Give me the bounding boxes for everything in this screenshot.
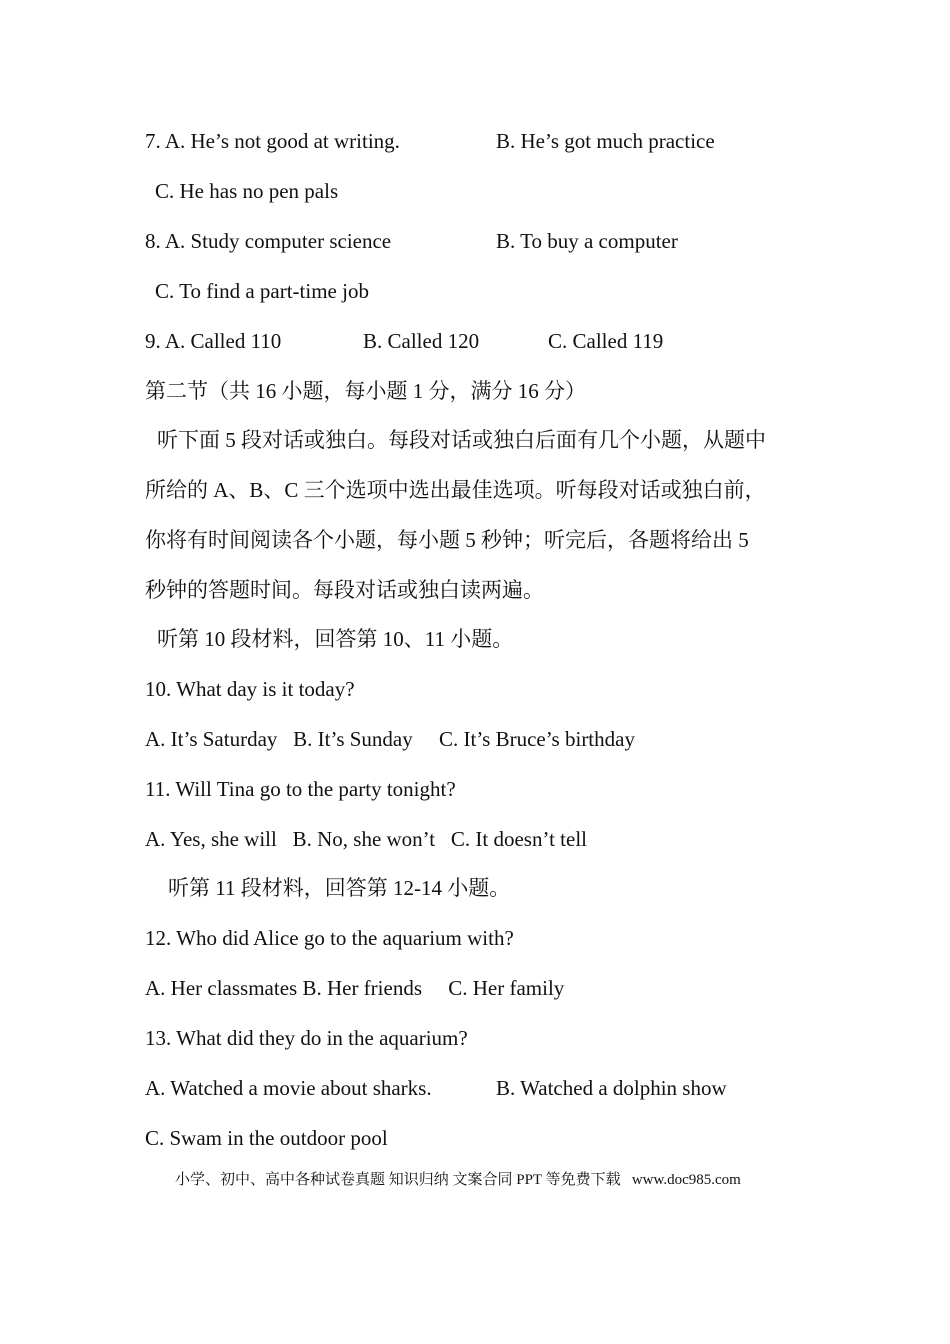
q8-option-b: B. To buy a computer bbox=[496, 229, 678, 253]
material-11-intro: 听第 11 段材料，回答第 12-14 小题。 bbox=[168, 876, 511, 900]
q8-option-c: C. To find a part-time job bbox=[155, 279, 369, 303]
instructions-line-4: 秒钟的答题时间。每段对话或独白读两遍。 bbox=[145, 578, 544, 602]
q13-option-b: B. Watched a dolphin show bbox=[496, 1076, 727, 1100]
q13-option-c: C. Swam in the outdoor pool bbox=[145, 1126, 388, 1150]
question-8-row bbox=[145, 227, 678, 255]
question-9-row bbox=[145, 327, 664, 355]
q12-stem: 12. Who did Alice go to the aquarium with? bbox=[145, 926, 514, 950]
q9-option-a: 9. A. Called 110 bbox=[145, 329, 282, 353]
q7-option-c: C. He has no pen pals bbox=[155, 179, 339, 203]
q11-stem: 11. Will Tina go to the party tonight? bbox=[145, 777, 456, 801]
instructions-line-1: 听下面 5 段对话或独白。每段对话或独白后面有几个小题，从题中 bbox=[157, 428, 766, 452]
q7-option-a: 7. A. He’s not good at writing. bbox=[145, 129, 400, 153]
q9-option-b: B. Called 120 bbox=[363, 329, 480, 353]
q9-option-c: C. Called 119 bbox=[548, 329, 664, 353]
instructions-line-2: 所给的 A、B、C 三个选项中选出最佳选项。听每段对话或独白前， bbox=[145, 478, 766, 502]
q8-option-a: 8. A. Study computer science bbox=[145, 229, 392, 253]
q13-stem: 13. What did they do in the aquarium? bbox=[145, 1026, 468, 1050]
q10-options: A. It’s Saturday B. It’s Sunday C. It’s Bruce’s birthday bbox=[145, 727, 635, 751]
instructions-line-3: 你将有时间阅读各个小题，每小题 5 秒钟；听完后，各题将给出 5 bbox=[145, 528, 749, 552]
q10-stem: 10. What day is it today? bbox=[145, 677, 355, 701]
q13-option-a: A. Watched a movie about sharks. bbox=[145, 1076, 432, 1100]
q11-options: A. Yes, she will B. No, she won’t C. It doesn’t tell bbox=[145, 827, 587, 851]
material-10-intro: 听第 10 段材料，回答第 10、11 小题。 bbox=[157, 627, 514, 651]
section-2-heading: 第二节（共 16 小题，每小题 1 分，满分 16 分） bbox=[145, 379, 586, 403]
q7-option-b: B. He’s got much practice bbox=[496, 129, 715, 153]
page-footer: 小学、初中、高中各种试卷真题 知识归纳 文案合同 PPT 等免费下载 www.doc985.com bbox=[175, 1172, 741, 1188]
q12-options: A. Her classmates B. Her friends C. Her family bbox=[145, 976, 565, 1000]
question-7-row bbox=[145, 127, 715, 155]
question-13-row bbox=[145, 1074, 727, 1102]
